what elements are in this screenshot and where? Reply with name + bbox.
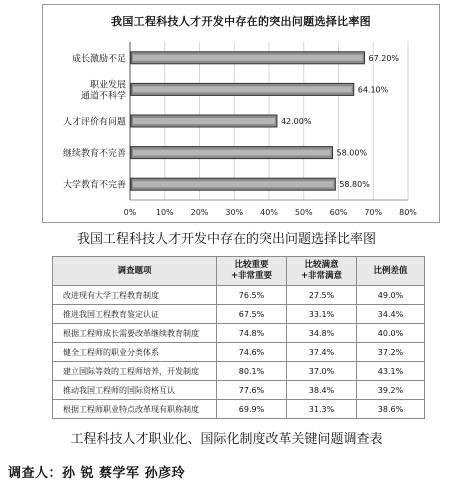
table-cell-satisfaction: 31.3%: [287, 400, 357, 419]
category-label: 大学教育不完善: [62, 180, 126, 191]
table-cell-difference: 49.0%: [357, 286, 425, 305]
investigators-line: 调查人：孙 锐 蔡学军 孙彦玲: [8, 466, 186, 481]
category-label: 通道不科学: [80, 91, 126, 102]
x-tick-label: 30%: [225, 208, 244, 217]
table-caption: 工程科技人才职业化、国际化制度改革关键问题调查表: [70, 432, 383, 447]
table-cell-importance: 69.9%: [217, 400, 287, 419]
table-row: [53, 400, 425, 419]
category-label: 继续教育不完善: [62, 149, 126, 160]
x-tick-label: 20%: [190, 208, 209, 217]
table-cell-item: 健全工程师的职业分类体系: [53, 343, 217, 362]
table-cell-satisfaction: 34.8%: [287, 324, 357, 343]
bar-value-label: 67.20%: [368, 53, 400, 63]
category-label: 人才评价有问题: [62, 117, 126, 128]
header-survey-item: 调查题项: [53, 257, 217, 286]
bar-highlight: [133, 86, 352, 92]
table-cell-item: 根据工程师成长需要改革继续教育制度: [53, 324, 217, 343]
table-body: [53, 286, 425, 419]
table-cell-item: 推进我国工程教育鉴定认证: [53, 305, 217, 324]
header-difference: 比例差值: [357, 257, 425, 286]
table-row: [53, 362, 425, 381]
x-tick-label: 50%: [294, 208, 313, 217]
x-tick-label: 70%: [364, 208, 383, 217]
bar-value-label: 58.00%: [336, 148, 368, 158]
table-cell-difference: 39.2%: [357, 381, 425, 400]
category-label: 成长激励不足: [71, 54, 126, 65]
bar-chart: [42, 4, 440, 223]
bar-value-label: 42.00%: [280, 117, 312, 126]
table-cell-importance: 74.8%: [217, 324, 287, 343]
bar-highlight: [133, 55, 363, 61]
table-cell-importance: 76.5%: [217, 286, 287, 305]
header-satisfaction: 比较满意 +非常满意: [287, 257, 357, 286]
table-cell-importance: 77.6%: [217, 381, 287, 400]
table-cell-item: 根据工程师职业特点改革现有职称制度: [53, 400, 217, 419]
table-cell-item: 改进现有大学工程教育制度: [53, 286, 217, 305]
table-cell-item: 建立国际等效的工程师培养，开发制度: [53, 362, 217, 381]
table-cell-satisfaction: 37.0%: [287, 362, 357, 381]
table-cell-satisfaction: 38.4%: [287, 381, 357, 400]
chart-title: 我国工程科技人才开发中存在的突出问题选择比率图: [111, 15, 371, 28]
bar-highlight: [133, 118, 275, 124]
x-tick-label: 0%: [123, 208, 137, 217]
table-row: [53, 286, 425, 305]
table-cell-difference: 40.0%: [357, 324, 425, 343]
bar-highlight: [133, 181, 333, 187]
chart-caption: 我国工程科技人才开发中存在的突出问题选择比率图: [76, 232, 376, 247]
table-cell-difference: 38.6%: [357, 400, 425, 419]
table-row: [53, 305, 425, 324]
table-row: [53, 324, 425, 343]
table-row: [53, 381, 425, 400]
table-cell-satisfaction: 27.5%: [287, 286, 357, 305]
x-tick-label: 40%: [260, 208, 278, 217]
table-cell-satisfaction: 37.4%: [287, 343, 357, 362]
table-cell-item: 推动我国工程师的国际资格互认: [53, 381, 217, 400]
category-label: 职业发展: [89, 80, 126, 91]
x-tick-label: 10%: [155, 208, 174, 217]
survey-table: [52, 256, 425, 419]
table-cell-difference: 34.4%: [357, 305, 425, 324]
bar-value-label: 64.10%: [357, 85, 389, 95]
table-cell-difference: 43.1%: [357, 362, 425, 381]
x-tick-label: 80%: [399, 208, 417, 217]
bar-value-label: 58.80%: [339, 180, 370, 190]
table-header-row: [53, 257, 425, 286]
table-row: [53, 343, 425, 362]
bar-highlight: [133, 150, 331, 156]
header-importance: 比较重要 +非常重要: [217, 257, 287, 286]
table-cell-difference: 37.2%: [357, 343, 425, 362]
table-cell-satisfaction: 33.1%: [287, 305, 357, 324]
table-cell-importance: 67.5%: [217, 305, 287, 324]
table-cell-importance: 80.1%: [217, 362, 287, 381]
table-cell-importance: 74.6%: [217, 343, 287, 362]
x-tick-label: 60%: [329, 208, 348, 217]
